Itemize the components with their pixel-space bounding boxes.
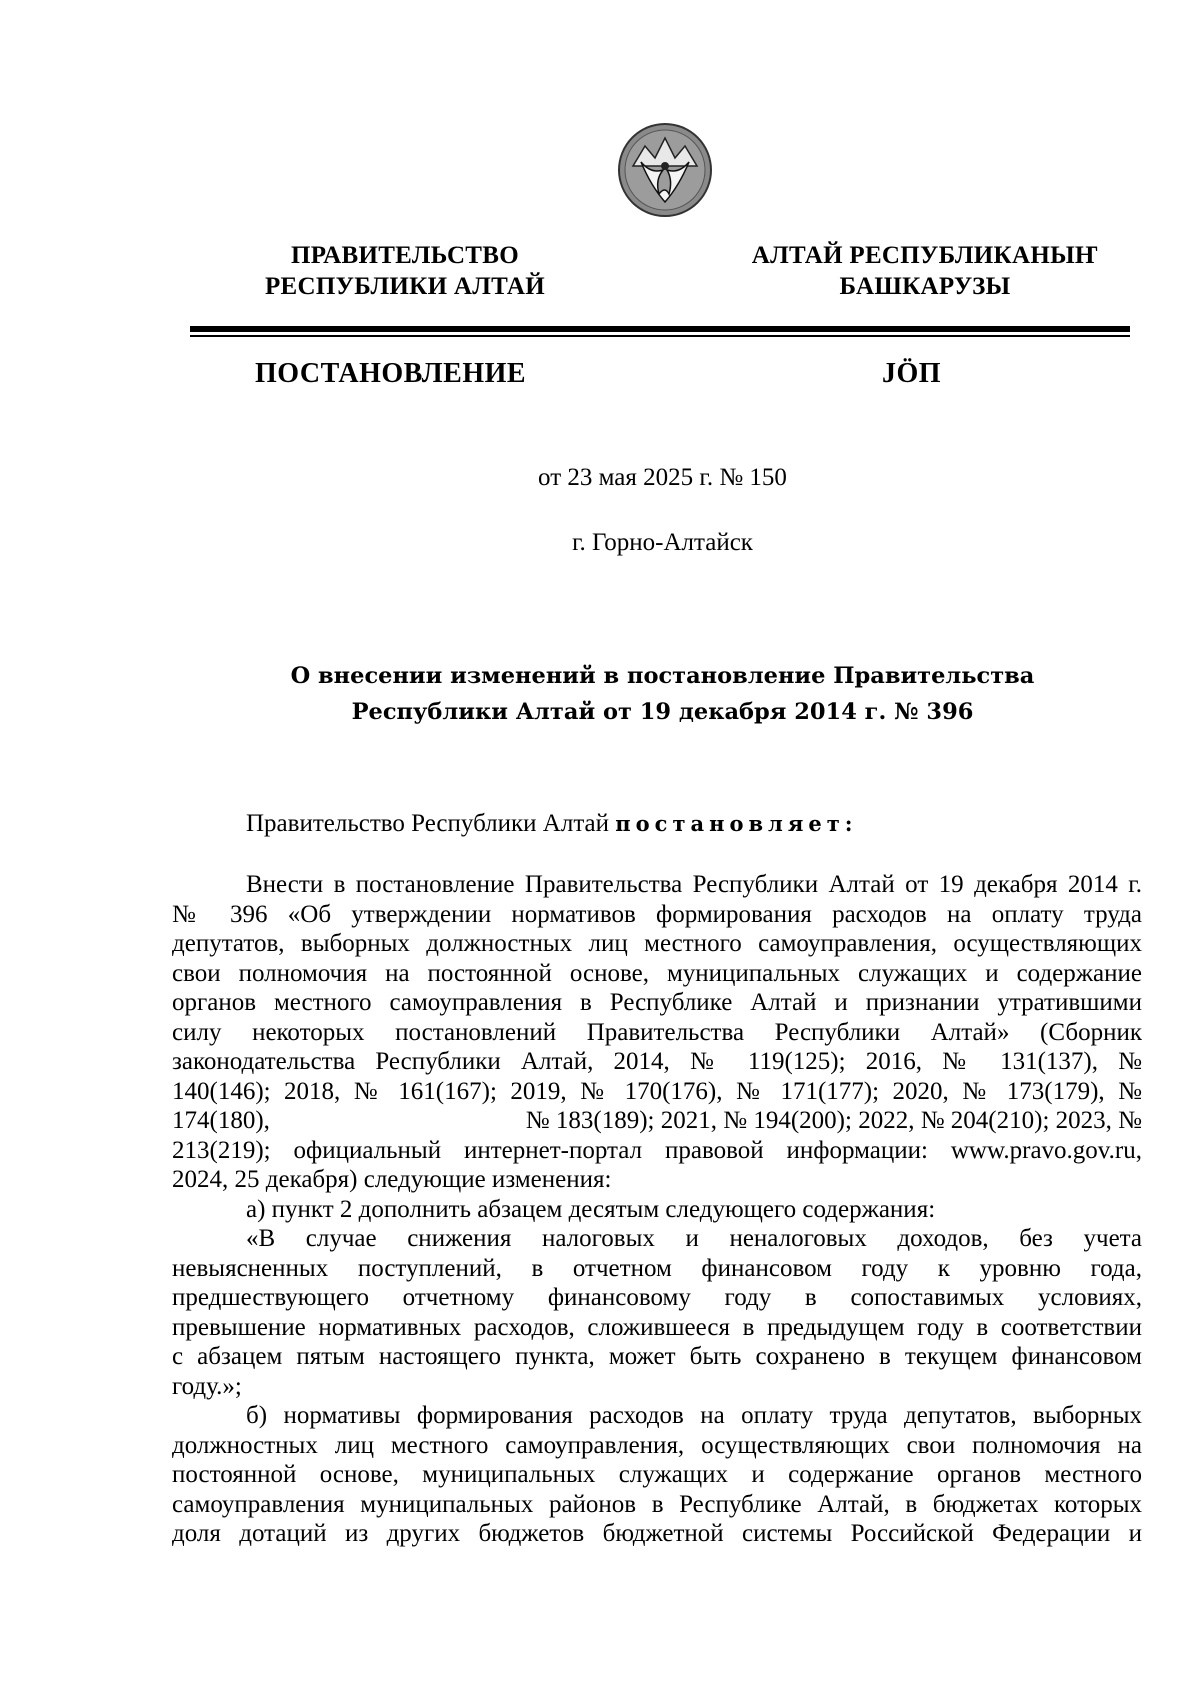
document-date-number: от 23 мая 2025 г. № 150 bbox=[538, 464, 787, 491]
body-line: 2024, 25 декабря) следующие изменения: bbox=[172, 1166, 612, 1193]
body-line: 140(146); 2018, № 161(167); 2019, № 170(176), № 171(177); 2020, № 173(179), № bbox=[172, 1077, 1142, 1105]
body-line: самоуправления муниципальных районов в Республике Алтай, в бюджетах которых bbox=[172, 1490, 1142, 1518]
body-line: должностных лиц местного самоуправления, осуществляющих свои полномочия на bbox=[172, 1431, 1142, 1459]
header-rule-thin bbox=[190, 335, 1130, 337]
body-line bbox=[172, 1106, 1142, 1136]
government-name-line: РЕСПУБЛИКИ АЛТАЙ bbox=[264, 273, 545, 300]
body-line: свои полномочия на постоянной основе, муниципальных служащих и содержание bbox=[172, 959, 1142, 987]
body-line: № 396 «Об утверждении нормативов формирования расходов на оплату труда bbox=[172, 900, 1142, 928]
document-title-line: Республики Алтай от 19 декабря 2014 г. № 396 bbox=[351, 699, 974, 725]
body-line: депутатов, выборных должностных лиц местного самоуправления, осуществляющих bbox=[172, 930, 1142, 957]
preamble-decree-word: постановляет: bbox=[615, 811, 858, 836]
government-name-altai bbox=[725, 240, 1125, 302]
body-line: «В случае снижения налоговых и неналоговых доходов, без учета bbox=[246, 1225, 1142, 1252]
body-line: превышение нормативных расходов, сложившееся в предыдущем году в соответствии bbox=[172, 1313, 1142, 1341]
body-line-part: № 183(189); 2021, № 194(200); 2022, № 204(210); 2023, № bbox=[525, 1107, 1142, 1134]
republic-altai-emblem-icon bbox=[615, 120, 715, 220]
body-line: органов местного самоуправления в Республике Алтай и признании утратившими bbox=[172, 989, 1142, 1016]
body-line: году.»; bbox=[172, 1372, 242, 1400]
document-type-russian: ПОСТАНОВЛЕНИЕ bbox=[255, 358, 527, 389]
government-name-russian bbox=[230, 240, 580, 302]
body-line: предшествующего отчетному финансовому году в сопоставимых условиях, bbox=[172, 1284, 1142, 1311]
body-line: силу некоторых постановлений Правительства Республики Алтай» (Сборник bbox=[172, 1018, 1142, 1046]
document-type-altai: JÖП bbox=[882, 358, 942, 389]
preamble-text: Правительство Республики Алтай bbox=[246, 810, 616, 837]
body-line: а) пункт 2 дополнить абзацем десятым следующего содержания: bbox=[246, 1195, 936, 1223]
body-line: доля дотаций из других бюджетов бюджетной системы Российской Федерации и bbox=[172, 1520, 1142, 1547]
body-line: Внести в постановление Правительства Республики Алтай от 19 декабря 2014 г. bbox=[246, 871, 1142, 898]
document-title-line: О внесении изменений в постановление Правительства bbox=[290, 663, 1035, 689]
body-line: невыясненных поступлений, в отчетном финансовом году к уровню года, bbox=[172, 1254, 1142, 1282]
document-body bbox=[172, 870, 1142, 1549]
government-name-line: БАШКАРУЗЫ bbox=[839, 273, 1011, 300]
government-name-line: АЛТАЙ РЕСПУБЛИКАНЫҤ bbox=[751, 242, 1099, 269]
header-rule-thick bbox=[190, 326, 1130, 332]
preamble bbox=[246, 808, 858, 840]
government-name-line: ПРАВИТЕЛЬСТВО bbox=[291, 242, 519, 269]
document-title bbox=[200, 658, 1125, 730]
body-line: постоянной основе, муниципальных служащих и содержание органов местного bbox=[172, 1461, 1142, 1488]
document-city: г. Горно-Алтайск bbox=[572, 529, 753, 556]
body-line: 213(219); официальный интернет-портал правовой информации: www.pravo.gov.ru, bbox=[172, 1136, 1142, 1164]
body-line: б) нормативы формирования расходов на оплату труда депутатов, выборных bbox=[246, 1402, 1142, 1429]
body-line: законодательства Республики Алтай, 2014, № 119(125); 2016, № 131(137), № bbox=[172, 1048, 1142, 1075]
body-line: с абзацем пятым настоящего пункта, может быть сохранено в текущем финансовом bbox=[172, 1343, 1142, 1370]
body-line-part: 174(180), bbox=[172, 1107, 270, 1134]
